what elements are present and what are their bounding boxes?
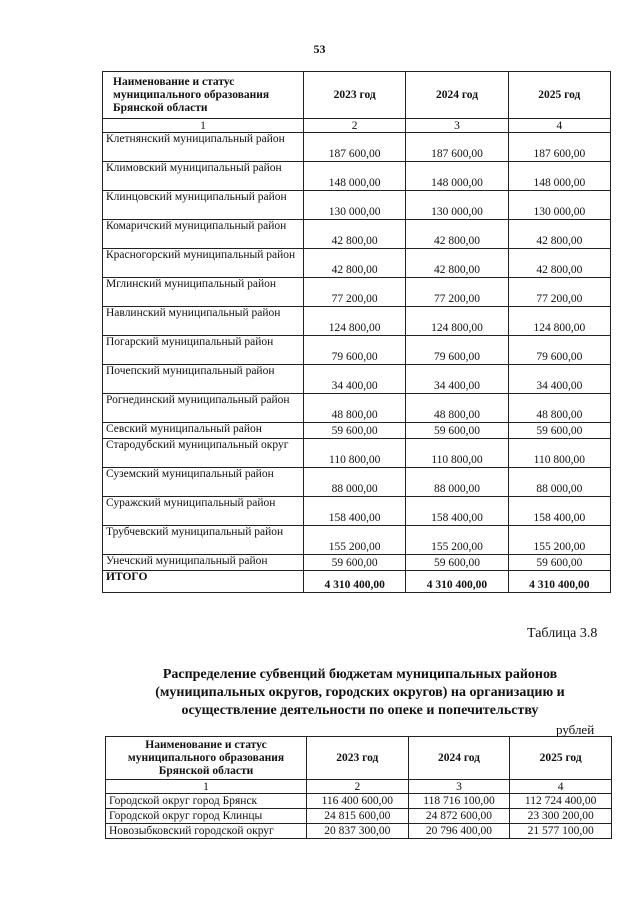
value-2023: 110 800,00 bbox=[304, 439, 406, 468]
value-2024: 59 600,00 bbox=[406, 555, 508, 571]
header-2025: 2025 год bbox=[508, 72, 610, 119]
value-2025: 155 200,00 bbox=[508, 526, 610, 555]
column-number: 3 bbox=[406, 119, 508, 133]
value-2024: 130 000,00 bbox=[406, 191, 508, 220]
caption-line: Распределение субвенций бюджетам муниципальных районов bbox=[162, 667, 558, 682]
value-2024: 155 200,00 bbox=[406, 526, 508, 555]
header-2024: 2024 год bbox=[406, 72, 508, 119]
value-2023: 42 800,00 bbox=[304, 249, 406, 278]
value-2025: 59 600,00 bbox=[508, 423, 610, 439]
total-label: ИТОГО bbox=[103, 571, 304, 593]
column-number-row bbox=[106, 780, 612, 794]
caption-line: (муниципальных округов, городских округов) на организацию и bbox=[155, 685, 565, 700]
table-row bbox=[103, 394, 611, 423]
value-2023: 48 800,00 bbox=[304, 394, 406, 423]
table-row bbox=[103, 555, 611, 571]
municipality-name: Суземский муниципальный район bbox=[103, 468, 304, 497]
column-number: 2 bbox=[307, 780, 409, 794]
column-number: 1 bbox=[103, 119, 304, 133]
municipality-name: Клинцовский муниципальный район bbox=[103, 191, 304, 220]
value-2024: 187 600,00 bbox=[406, 133, 508, 162]
municipality-name: Городской округ город Клинцы bbox=[106, 809, 307, 824]
value-2023: 130 000,00 bbox=[304, 191, 406, 220]
value-2025: 88 000,00 bbox=[508, 468, 610, 497]
value-2025: 187 600,00 bbox=[508, 133, 610, 162]
value-2023: 155 200,00 bbox=[304, 526, 406, 555]
value-2023: 88 000,00 bbox=[304, 468, 406, 497]
value-2025: 112 724 400,00 bbox=[510, 794, 612, 809]
value-2023: 59 600,00 bbox=[304, 423, 406, 439]
municipality-name: Мглинский муниципальный район bbox=[103, 278, 304, 307]
column-number: 2 bbox=[304, 119, 406, 133]
value-2025: 48 800,00 bbox=[508, 394, 610, 423]
value-2023: 148 000,00 bbox=[304, 162, 406, 191]
value-2024: 118 716 100,00 bbox=[408, 794, 510, 809]
page-number: 53 bbox=[313, 42, 326, 56]
value-2025: 124 800,00 bbox=[508, 307, 610, 336]
value-2024: 124 800,00 bbox=[406, 307, 508, 336]
table-row bbox=[103, 162, 611, 191]
municipality-name: Трубчевский муниципальный район bbox=[103, 526, 304, 555]
total-2023: 4 310 400,00 bbox=[304, 571, 406, 593]
table-row bbox=[103, 365, 611, 394]
value-2025: 158 400,00 bbox=[508, 497, 610, 526]
table-row bbox=[103, 526, 611, 555]
table-row bbox=[103, 468, 611, 497]
column-number-row bbox=[103, 119, 611, 133]
column-number: 1 bbox=[106, 780, 307, 794]
value-2023: 77 200,00 bbox=[304, 278, 406, 307]
value-2024: 148 000,00 bbox=[406, 162, 508, 191]
value-2023: 124 800,00 bbox=[304, 307, 406, 336]
municipality-name: Новозыбковский городской округ bbox=[106, 824, 307, 839]
value-2024: 59 600,00 bbox=[406, 423, 508, 439]
value-2024: 77 200,00 bbox=[406, 278, 508, 307]
value-2023: 158 400,00 bbox=[304, 497, 406, 526]
total-2024: 4 310 400,00 bbox=[406, 571, 508, 593]
value-2024: 42 800,00 bbox=[406, 220, 508, 249]
municipality-name: Погарский муниципальный район bbox=[103, 336, 304, 365]
value-2024: 34 400,00 bbox=[406, 365, 508, 394]
table-label: Таблица 3.8 bbox=[527, 626, 598, 641]
column-number: 3 bbox=[408, 780, 510, 794]
table-row bbox=[103, 133, 611, 162]
value-2024: 88 000,00 bbox=[406, 468, 508, 497]
table-row bbox=[103, 439, 611, 468]
column-number: 4 bbox=[510, 780, 612, 794]
value-2025: 130 000,00 bbox=[508, 191, 610, 220]
municipality-name: Стародубский муниципальный округ bbox=[103, 439, 304, 468]
municipality-name: Почепский муниципальный район bbox=[103, 365, 304, 394]
value-2024: 20 796 400,00 bbox=[408, 824, 510, 839]
units-label: рублей bbox=[556, 722, 595, 737]
value-2024: 110 800,00 bbox=[406, 439, 508, 468]
municipality-name: Клетнянский муниципальный район bbox=[103, 133, 304, 162]
subsidy-table-previous bbox=[102, 71, 611, 593]
header-2023: 2023 год bbox=[304, 72, 406, 119]
value-2023: 34 400,00 bbox=[304, 365, 406, 394]
table-caption bbox=[100, 666, 620, 720]
subsidy-table-3-8 bbox=[105, 736, 612, 839]
value-2025: 21 577 100,00 bbox=[510, 824, 612, 839]
value-2025: 110 800,00 bbox=[508, 439, 610, 468]
table-row bbox=[103, 278, 611, 307]
value-2025: 59 600,00 bbox=[508, 555, 610, 571]
value-2024: 48 800,00 bbox=[406, 394, 508, 423]
municipality-name: Севский муниципальный район bbox=[103, 423, 304, 439]
value-2024: 42 800,00 bbox=[406, 249, 508, 278]
header-row bbox=[103, 72, 611, 119]
municipality-name: Городской округ город Брянск bbox=[106, 794, 307, 809]
value-2024: 158 400,00 bbox=[406, 497, 508, 526]
table-row bbox=[103, 220, 611, 249]
header-name: Наименование и статус муниципального образования Брянской области bbox=[106, 737, 307, 780]
total-row bbox=[103, 571, 611, 593]
value-2025: 34 400,00 bbox=[508, 365, 610, 394]
municipality-name: Комаричский муниципальный район bbox=[103, 220, 304, 249]
municipality-name: Климовский муниципальный район bbox=[103, 162, 304, 191]
value-2025: 42 800,00 bbox=[508, 249, 610, 278]
value-2024: 24 872 600,00 bbox=[408, 809, 510, 824]
municipality-name: Унечский муниципальный район bbox=[103, 555, 304, 571]
value-2025: 23 300 200,00 bbox=[510, 809, 612, 824]
table-row bbox=[103, 423, 611, 439]
value-2023: 116 400 600,00 bbox=[307, 794, 409, 809]
table-row bbox=[103, 336, 611, 365]
value-2025: 42 800,00 bbox=[508, 220, 610, 249]
header-2025: 2025 год bbox=[510, 737, 612, 780]
value-2023: 187 600,00 bbox=[304, 133, 406, 162]
caption-line: осуществление деятельности по опеке и попечительству bbox=[181, 703, 539, 718]
value-2023: 24 815 600,00 bbox=[307, 809, 409, 824]
value-2025: 79 600,00 bbox=[508, 336, 610, 365]
header-row bbox=[106, 737, 612, 780]
table-row bbox=[106, 794, 612, 809]
municipality-name: Красногорский муниципальный район bbox=[103, 249, 304, 278]
total-2025: 4 310 400,00 bbox=[508, 571, 610, 593]
table-row bbox=[103, 307, 611, 336]
municipality-name: Навлинский муниципальный район bbox=[103, 307, 304, 336]
value-2024: 79 600,00 bbox=[406, 336, 508, 365]
table-row bbox=[103, 497, 611, 526]
municipality-name: Рогнединский муниципальный район bbox=[103, 394, 304, 423]
value-2023: 20 837 300,00 bbox=[307, 824, 409, 839]
value-2025: 77 200,00 bbox=[508, 278, 610, 307]
municipality-name: Суражский муниципальный район bbox=[103, 497, 304, 526]
table-row bbox=[103, 191, 611, 220]
value-2025: 148 000,00 bbox=[508, 162, 610, 191]
value-2023: 59 600,00 bbox=[304, 555, 406, 571]
header-2023: 2023 год bbox=[307, 737, 409, 780]
table-row bbox=[106, 824, 612, 839]
header-name: Наименование и статус муниципального образования Брянской области bbox=[103, 72, 304, 119]
value-2023: 42 800,00 bbox=[304, 220, 406, 249]
header-2024: 2024 год bbox=[408, 737, 510, 780]
table-row bbox=[103, 249, 611, 278]
column-number: 4 bbox=[508, 119, 610, 133]
table-row bbox=[106, 809, 612, 824]
value-2023: 79 600,00 bbox=[304, 336, 406, 365]
